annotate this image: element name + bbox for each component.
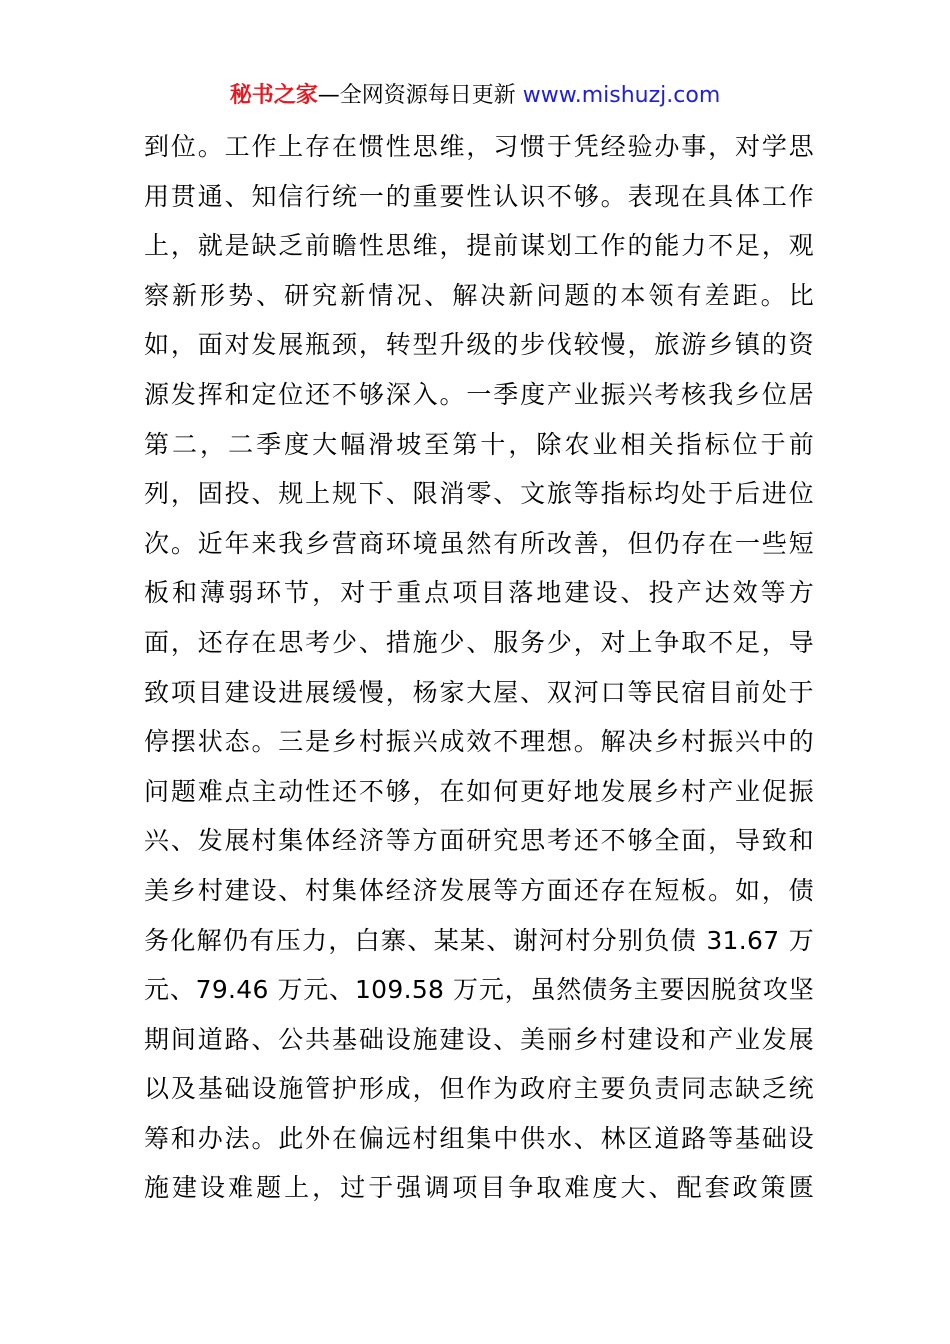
text-line: 列，固投、规上规下、限消零、文旅等指标均处于后进位: [144, 479, 814, 509]
document-body: [144, 122, 814, 1213]
text-line: 问题难点主动性还不够，在如何更好地发展乡村产业促振: [144, 776, 814, 806]
site-tagline: —全网资源每日更新: [317, 83, 523, 108]
text-line: 致项目建设进展缓慢，杨家大屋、双河口等民宿目前处于: [144, 677, 814, 707]
site-brand: 秘书之家: [229, 83, 318, 108]
text-line: 面，还存在思考少、措施少、服务少，对上争取不足，导: [144, 627, 814, 657]
text-line: 到位。工作上存在惯性思维，习惯于凭经验办事，对学思: [144, 132, 814, 161]
text-line: 元、79.46 万元、109.58 万元，虽然债务主要因脱贫攻坚: [144, 975, 814, 1005]
text-line: 务化解仍有压力，白寨、某某、谢河村分别负债 31.67 万: [144, 925, 814, 955]
page-header: [0, 80, 950, 112]
text-line: 用贯通、知信行统一的重要性认识不够。表现在具体工作: [144, 181, 814, 211]
text-line: 如，面对发展瓶颈，转型升级的步伐较慢，旅游乡镇的资: [144, 330, 814, 360]
text-line: 美乡村建设、村集体经济发展等方面还存在短板。如，债: [144, 875, 814, 905]
text-line: 筹和办法。此外在偏远村组集中供水、林区道路等基础设: [144, 1123, 814, 1153]
text-line: 次。近年来我乡营商环境虽然有所改善，但仍存在一些短: [144, 528, 814, 558]
text-line: 期间道路、公共基础设施建设、美丽乡村建设和产业发展: [144, 1024, 814, 1054]
site-url-link[interactable]: www.mishuzj.com: [522, 83, 721, 108]
text-line: 上，就是缺乏前瞻性思维，提前谋划工作的能力不足，观: [144, 231, 814, 261]
text-line: 以及基础设施管护形成，但作为政府主要负责同志缺乏统: [144, 1074, 814, 1104]
text-line: 兴、发展村集体经济等方面研究思考还不够全面，导致和: [144, 826, 814, 856]
text-line: 源发挥和定位还不够深入。一季度产业振兴考核我乡位居: [144, 379, 814, 409]
text-line: 第二，二季度大幅滑坡至第十，除农业相关指标位于前: [144, 429, 814, 459]
text-line: 察新形势、研究新情况、解决新问题的本领有差距。比: [144, 280, 814, 310]
text-line: 停摆状态。三是乡村振兴成效不理想。解决乡村振兴中的: [144, 727, 814, 757]
text-line: 板和薄弱环节，对于重点项目落地建设、投产达效等方: [144, 578, 814, 608]
text-line: 施建设难题上，过于强调项目争取难度大、配套政策匮: [144, 1173, 814, 1203]
